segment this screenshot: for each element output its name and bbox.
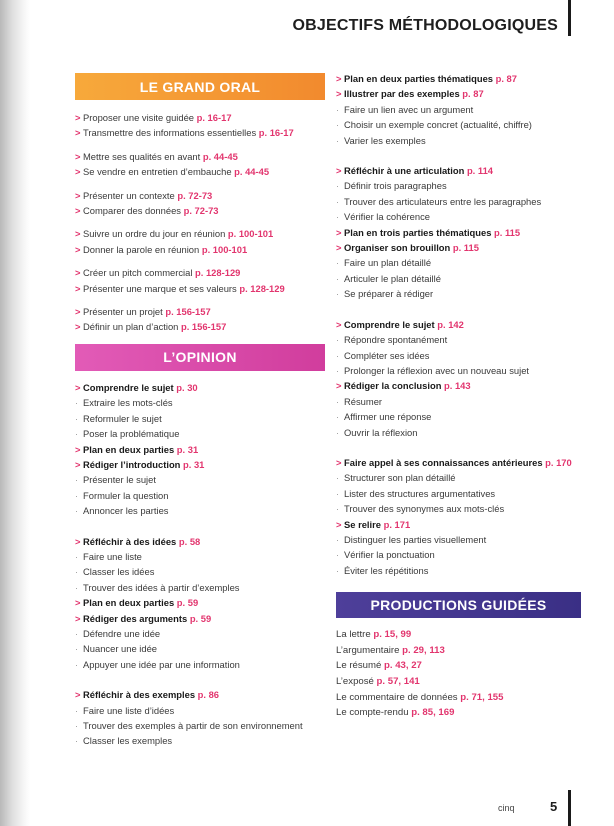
arrow-marker-icon: > bbox=[75, 689, 81, 701]
arrow-marker-icon: > bbox=[75, 458, 81, 470]
list-item bbox=[336, 690, 581, 706]
list-item bbox=[336, 194, 581, 209]
list-item bbox=[75, 442, 325, 457]
list-item bbox=[336, 332, 581, 347]
page-reference: p. 156-157 bbox=[165, 306, 211, 318]
list-item bbox=[75, 595, 325, 610]
list-item bbox=[75, 319, 325, 334]
bullet-dot-icon: · bbox=[75, 581, 79, 593]
list-item bbox=[75, 242, 325, 257]
item-text: Répondre spontanément bbox=[344, 334, 448, 346]
arrow-marker-icon: > bbox=[336, 318, 342, 330]
arrow-marker-icon: > bbox=[336, 518, 342, 530]
right-list bbox=[336, 71, 581, 578]
page-reference: p. 57, 141 bbox=[376, 675, 420, 687]
bullet-dot-icon: · bbox=[75, 704, 79, 716]
bullet-dot-icon: · bbox=[75, 735, 79, 747]
list-item bbox=[336, 425, 581, 440]
arrow-marker-icon: > bbox=[336, 165, 342, 177]
bullet-dot-icon: · bbox=[336, 472, 340, 484]
bullet-dot-icon: · bbox=[75, 474, 79, 486]
page-title: OBJECTIFS MÉTHODOLOGIQUES bbox=[292, 17, 558, 34]
item-text: Plan en deux parties bbox=[83, 443, 175, 455]
item-text: Définir un plan d’action bbox=[83, 321, 179, 333]
item-text: Lister des structures argumentatives bbox=[344, 487, 496, 499]
list-item bbox=[336, 658, 581, 674]
bullet-dot-icon: · bbox=[336, 334, 340, 346]
item-text: L’exposé bbox=[336, 675, 374, 687]
list-item bbox=[336, 409, 581, 424]
arrow-marker-icon: > bbox=[75, 612, 81, 624]
item-text: Réfléchir à des exemples bbox=[83, 689, 196, 701]
page-number: 5 bbox=[550, 799, 558, 814]
list-item bbox=[336, 117, 581, 132]
list-item bbox=[336, 163, 581, 178]
page-reference: p. 71, 155 bbox=[460, 691, 504, 703]
item-text: Faire un lien avec un argument bbox=[344, 103, 474, 115]
list-item bbox=[336, 209, 581, 224]
item-text: Trouver des articulateurs entre les paragraphes bbox=[344, 195, 542, 207]
item-text: Plan en deux parties bbox=[83, 597, 175, 609]
item-text: Défendre une idée bbox=[83, 627, 161, 639]
list-item bbox=[336, 86, 581, 101]
arrow-marker-icon: > bbox=[75, 243, 81, 255]
page-reference: p. 142 bbox=[437, 318, 464, 330]
list-item bbox=[75, 395, 325, 410]
arrow-marker-icon: > bbox=[336, 226, 342, 238]
item-text: Vérifier la ponctuation bbox=[344, 549, 435, 561]
arrow-marker-icon: > bbox=[75, 127, 81, 139]
item-text: Trouver des idées à partir d’exemples bbox=[83, 581, 240, 593]
item-text: Définir trois paragraphes bbox=[344, 180, 447, 192]
item-text: Affirmer une réponse bbox=[344, 411, 432, 423]
list-item bbox=[75, 203, 325, 218]
item-text: Illustrer par des exemples bbox=[344, 88, 460, 100]
item-text: Rédiger des arguments bbox=[83, 612, 188, 624]
list-item bbox=[336, 563, 581, 578]
page-reference: p. 170 bbox=[545, 456, 572, 468]
item-text: Reformuler le sujet bbox=[83, 412, 162, 424]
item-text: Rédiger la conclusion bbox=[344, 380, 442, 392]
list-item bbox=[336, 486, 581, 501]
item-text: Rédiger l’introduction bbox=[83, 458, 181, 470]
bullet-dot-icon: · bbox=[336, 288, 340, 300]
page-reference: p. 58 bbox=[178, 535, 201, 547]
item-text: Réfléchir à une articulation bbox=[344, 165, 465, 177]
list-item bbox=[336, 394, 581, 409]
bullet-dot-icon: · bbox=[75, 550, 79, 562]
page-reference: p. 44-45 bbox=[234, 166, 270, 178]
list-item bbox=[336, 378, 581, 393]
page-reference: p. 128-129 bbox=[239, 282, 285, 294]
item-text: Faire un plan détaillé bbox=[344, 257, 432, 269]
page-reference: p. 86 bbox=[197, 689, 220, 701]
arrow-marker-icon: > bbox=[336, 380, 342, 392]
list-item bbox=[75, 503, 325, 518]
list-item bbox=[336, 455, 581, 470]
list-item bbox=[75, 564, 325, 579]
grand-oral-banner: LE GRAND ORAL bbox=[75, 73, 325, 100]
page-reference: p. 30 bbox=[176, 381, 198, 393]
page-reference: p. 43, 27 bbox=[384, 660, 422, 672]
page-reference: p. 156-157 bbox=[180, 321, 227, 333]
item-text: Le compte-rendu bbox=[336, 707, 409, 719]
list-item bbox=[336, 517, 581, 532]
bullet-dot-icon: · bbox=[75, 489, 79, 501]
list-item bbox=[336, 71, 581, 86]
page-reference: p. 16-17 bbox=[196, 112, 232, 123]
list-item bbox=[336, 547, 581, 562]
item-text: La lettre bbox=[336, 629, 371, 641]
item-text: Créer un pitch commercial bbox=[83, 267, 193, 279]
bullet-dot-icon: · bbox=[336, 349, 340, 361]
bullet-dot-icon: · bbox=[336, 195, 340, 207]
item-text: Présenter un projet bbox=[83, 306, 163, 318]
page-reference: p. 115 bbox=[452, 242, 479, 254]
item-text: Poser la problématique bbox=[83, 428, 180, 440]
item-text: Classer les idées bbox=[83, 566, 155, 578]
item-text: Extraire les mots-clés bbox=[83, 397, 173, 409]
item-text: Comparer des données bbox=[83, 205, 181, 217]
list-item bbox=[336, 133, 581, 148]
list-item bbox=[336, 363, 581, 378]
list-item bbox=[336, 317, 581, 332]
list-item bbox=[75, 226, 325, 241]
item-text: Suivre un ordre du jour en réunion bbox=[83, 228, 226, 240]
bullet-dot-icon: · bbox=[336, 426, 340, 438]
bullet-dot-icon: · bbox=[336, 103, 340, 115]
page-reference: p. 59 bbox=[189, 612, 212, 624]
bullet-dot-icon: · bbox=[336, 211, 340, 223]
item-text: Classer les exemples bbox=[83, 735, 173, 747]
arrow-marker-icon: > bbox=[75, 205, 81, 217]
list-item bbox=[75, 304, 325, 319]
list-item bbox=[75, 733, 325, 748]
list-item bbox=[336, 271, 581, 286]
arrow-marker-icon: > bbox=[75, 228, 81, 240]
list-item bbox=[336, 705, 581, 721]
productions-list bbox=[336, 627, 581, 721]
list-item bbox=[75, 426, 325, 441]
list-item bbox=[336, 532, 581, 547]
item-text: Varier les exemples bbox=[344, 134, 426, 146]
page-reference: p. 59 bbox=[176, 597, 199, 609]
list-item bbox=[75, 718, 325, 733]
item-text: Transmettre des informations essentielles bbox=[83, 127, 257, 139]
item-text: Prolonger la réflexion avec un nouveau sujet bbox=[344, 364, 530, 376]
left-column bbox=[75, 73, 325, 749]
item-text: Présenter un contexte bbox=[83, 189, 175, 201]
list-item bbox=[75, 549, 325, 564]
item-text: Organiser son brouillon bbox=[344, 242, 451, 254]
page-reference: p. 115 bbox=[494, 226, 521, 238]
list-item bbox=[75, 611, 325, 626]
item-text: Articuler le plan détaillé bbox=[344, 272, 441, 284]
bullet-dot-icon: · bbox=[75, 627, 79, 639]
list-item bbox=[75, 472, 325, 487]
item-text: Se préparer à rédiger bbox=[344, 288, 434, 300]
list-item bbox=[75, 265, 325, 280]
bullet-dot-icon: · bbox=[336, 119, 340, 131]
arrow-marker-icon: > bbox=[75, 535, 81, 547]
item-text: Trouver des exemples à partir de son environnement bbox=[83, 720, 303, 731]
bullet-dot-icon: · bbox=[75, 643, 79, 655]
list-item bbox=[75, 488, 325, 503]
page-reference: p. 114 bbox=[466, 165, 494, 177]
list-item bbox=[75, 641, 325, 656]
bullet-dot-icon: · bbox=[75, 505, 79, 517]
list-item bbox=[336, 348, 581, 363]
page-reference: p. 85, 169 bbox=[411, 707, 455, 719]
bullet-dot-icon: · bbox=[336, 134, 340, 146]
item-text: Mettre ses qualités en avant bbox=[83, 150, 201, 162]
item-text: Trouver des synonymes aux mots-clés bbox=[344, 503, 505, 515]
list-item bbox=[336, 178, 581, 193]
footer-rule bbox=[568, 790, 571, 826]
list-item bbox=[75, 125, 325, 140]
item-text: Choisir un exemple concret (actualité, chiffre) bbox=[344, 119, 532, 131]
page-reference: p. 15, 99 bbox=[373, 629, 412, 641]
page-reference: p. 29, 113 bbox=[402, 644, 445, 656]
bullet-dot-icon: · bbox=[75, 412, 79, 424]
list-item bbox=[75, 534, 325, 549]
opinion-list bbox=[75, 380, 325, 749]
list-item bbox=[75, 149, 325, 164]
item-text: L’argumentaire bbox=[336, 644, 400, 656]
list-item bbox=[336, 255, 581, 270]
arrow-marker-icon: > bbox=[75, 321, 81, 333]
bullet-dot-icon: · bbox=[336, 533, 340, 545]
list-item bbox=[336, 470, 581, 485]
item-text: Formuler la question bbox=[83, 489, 169, 501]
arrow-marker-icon: > bbox=[75, 267, 81, 279]
item-text: Plan en deux parties thématiques bbox=[344, 73, 494, 84]
item-text: Structurer son plan détaillé bbox=[344, 472, 456, 484]
page-reference: p. 31 bbox=[183, 458, 205, 470]
page-reference: p. 72-73 bbox=[183, 205, 219, 217]
item-text: Proposer une visite guidée bbox=[83, 112, 195, 123]
page-reference: p. 87 bbox=[495, 73, 517, 84]
arrow-marker-icon: > bbox=[75, 597, 81, 609]
bullet-dot-icon: · bbox=[75, 428, 79, 440]
list-item bbox=[336, 240, 581, 255]
item-text: Ouvrir la réflexion bbox=[344, 426, 418, 438]
list-item bbox=[75, 580, 325, 595]
list-item bbox=[336, 643, 581, 659]
page-reference: p. 72-73 bbox=[177, 189, 213, 201]
item-text: Faire une liste bbox=[83, 550, 142, 562]
bullet-dot-icon: · bbox=[336, 272, 340, 284]
item-text: Compléter ses idées bbox=[344, 349, 430, 361]
list-item bbox=[336, 627, 581, 643]
page-reference: p. 44-45 bbox=[202, 150, 238, 162]
list-item bbox=[75, 110, 325, 125]
opinion-banner: L’OPINION bbox=[75, 344, 325, 371]
item-text: Se relire bbox=[344, 518, 382, 530]
arrow-marker-icon: > bbox=[75, 443, 81, 455]
item-text: Plan en trois parties thématiques bbox=[344, 226, 492, 238]
bullet-dot-icon: · bbox=[336, 257, 340, 269]
item-text: Le commentaire de données bbox=[336, 691, 458, 703]
page-reference: p. 171 bbox=[383, 518, 411, 530]
arrow-marker-icon: > bbox=[336, 88, 342, 100]
page-reference: p. 16-17 bbox=[258, 127, 294, 139]
bullet-dot-icon: · bbox=[336, 411, 340, 423]
bullet-dot-icon: · bbox=[336, 503, 340, 515]
arrow-marker-icon: > bbox=[75, 112, 81, 123]
item-text: Se vendre en entretien d’embauche bbox=[83, 166, 232, 178]
item-text: Présenter une marque et ses valeurs bbox=[83, 282, 237, 294]
list-item bbox=[75, 281, 325, 296]
list-item bbox=[75, 164, 325, 179]
bullet-dot-icon: · bbox=[75, 720, 79, 731]
grand-oral-list bbox=[75, 110, 325, 335]
header-rule bbox=[568, 0, 571, 36]
item-text: Annoncer les parties bbox=[83, 505, 169, 517]
list-item bbox=[75, 380, 325, 395]
arrow-marker-icon: > bbox=[75, 282, 81, 294]
item-text: Distinguer les parties visuellement bbox=[344, 533, 487, 545]
arrow-marker-icon: > bbox=[75, 189, 81, 201]
list-item bbox=[75, 457, 325, 472]
arrow-marker-icon: > bbox=[75, 381, 81, 393]
list-item bbox=[75, 703, 325, 718]
list-item bbox=[336, 286, 581, 301]
item-text: Appuyer une idée par une information bbox=[83, 658, 240, 670]
page-reference: p. 31 bbox=[176, 443, 199, 455]
item-text: Faire une liste d’idées bbox=[83, 704, 175, 716]
list-item bbox=[75, 188, 325, 203]
item-text: Vérifier la cohérence bbox=[344, 211, 430, 223]
arrow-marker-icon: > bbox=[336, 73, 342, 84]
item-text: Présenter le sujet bbox=[83, 474, 156, 486]
item-text: Donner la parole en réunion bbox=[83, 243, 200, 255]
bullet-dot-icon: · bbox=[336, 564, 340, 576]
bullet-dot-icon: · bbox=[336, 180, 340, 192]
item-text: Le résumé bbox=[336, 660, 382, 672]
productions-banner: PRODUCTIONS GUIDÉES bbox=[336, 592, 581, 618]
list-item bbox=[75, 411, 325, 426]
page-number-word: cinq bbox=[498, 803, 515, 813]
arrow-marker-icon: > bbox=[75, 166, 81, 178]
item-text: Nuancer une idée bbox=[83, 643, 158, 655]
item-text: Résumer bbox=[344, 395, 383, 407]
arrow-marker-icon: > bbox=[75, 150, 81, 162]
item-text: Comprendre le sujet bbox=[344, 318, 435, 330]
list-item bbox=[75, 657, 325, 672]
page-reference: p. 100-101 bbox=[201, 243, 248, 255]
item-text: Comprendre le sujet bbox=[83, 381, 174, 393]
list-item bbox=[336, 102, 581, 117]
list-item bbox=[336, 501, 581, 516]
bullet-dot-icon: · bbox=[336, 549, 340, 561]
bullet-dot-icon: · bbox=[336, 395, 340, 407]
item-text: Faire appel à ses connaissances antérieures bbox=[344, 456, 543, 468]
bullet-dot-icon: · bbox=[75, 566, 79, 578]
page-reference: p. 128-129 bbox=[195, 267, 241, 279]
list-item bbox=[75, 626, 325, 641]
page-gutter-shadow bbox=[0, 0, 30, 826]
arrow-marker-icon: > bbox=[336, 456, 342, 468]
list-item bbox=[336, 674, 581, 690]
arrow-marker-icon: > bbox=[75, 306, 81, 318]
arrow-marker-icon: > bbox=[336, 242, 342, 254]
list-item bbox=[75, 687, 325, 702]
right-column bbox=[336, 71, 581, 721]
bullet-dot-icon: · bbox=[75, 397, 79, 409]
page-reference: p. 143 bbox=[444, 380, 471, 392]
item-text: Éviter les répétitions bbox=[344, 564, 429, 576]
list-item bbox=[336, 225, 581, 240]
bullet-dot-icon: · bbox=[336, 487, 340, 499]
bullet-dot-icon: · bbox=[75, 658, 79, 670]
bullet-dot-icon: · bbox=[336, 364, 340, 376]
item-text: Réfléchir à des idées bbox=[83, 535, 177, 547]
page-reference: p. 100-101 bbox=[227, 228, 274, 240]
page-reference: p. 87 bbox=[462, 88, 484, 100]
